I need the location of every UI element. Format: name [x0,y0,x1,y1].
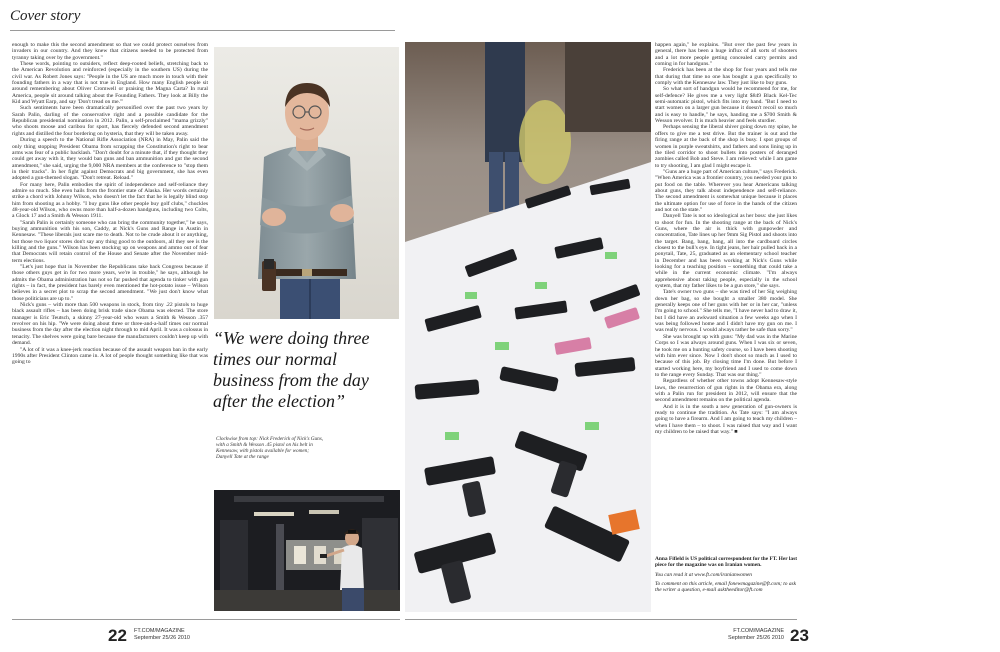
issue-date: September 25/26 2010 [728,634,784,641]
page-number: 22 [108,626,127,645]
article-column-right [655,42,797,634]
article-column-left [12,42,208,616]
range-illustration [214,490,400,611]
paragraph: happen again," he explains. "But over the past few years in general, there has been a huge influx of all sorts of shooters and a lot more people getting concealed carry permits and coming in for handguns." [655,42,797,68]
paragraph: So what sort of handgun would he recommend for me, for self-defence? He gives me a very light $849 Black Kel-Tec semi-automatic pistol, which fits into my hand. "But I need to start women on a larger gun because it doesn't recoil so much and is easy to handle," he says, handing me a $700 Smith & Wesson revolver. It is much heavier and feels sturdier. [655,86,797,125]
footer-divider-left [12,619,400,620]
magazine-name: FT.COM/MAGAZINE [733,628,784,634]
portrait-illustration [214,47,399,319]
paragraph: Perhaps sensing the liberal shiver going down my spine, he offers to give me a test drive. But the trainer is out and the firing range at the back of the shop is busy. I spot groups of women in purple sweatshirts, and fathers and sons lining up in the tiled corridor to shoot bullets into posters of deranged zombies called Bob and Steve. I am relieved: while I am game to try shooting, I am glad I might escape it. [655,124,797,169]
paragraph: "Guns are a huge part of American culture," says Frederick. "When America was a frontier country, you needed your gun to put food on the table. Wherever you hear Americans talking about guns, they talk about independence and self-reliance. The second amendment is somewhat unique because it places the ultimate option for use of force in the hands of the citizen and not on the state." [655,168,797,213]
comment-instructions[interactable]: To comment on this article, email fonewmagazine@ft.com; to ask the writer a question, e-mail asktheeditor@ft.com [655,580,797,594]
paragraph: These words, pointing to outsiders, reflect deep-rooted beliefs, stretching back to the American Revolution and reinforced (especially in the southern US) during the civil war. As Robert Jones says: "People in the US are much more in touch with their founding fathers in a way that is not true in England. How many English people sit around remembering about Oliver Cromwell or praising the Magna Carta? In rural America, people sit around talking about the Founding Fathers. They look at Billy the Kid and Wyatt Earp, and say 'Don't tread on me.'" [12,61,208,106]
shooting-range-photo [214,490,400,611]
author-note: Anna Fifield is US political correspondent for the FT. Her last piece for the magazine was on Iranian women. [655,556,798,569]
footer-divider-right [405,619,797,620]
paragraph: During a speech to the National Rifle Association (NRA) in May, Palin said the only thing stopping President Obama from scrapping the Constitution's right to bear arms was fear of a public backlash. "Don't doubt for a minute that, if they thought they could get away with it, they would ban guns and ban ammunition and gut the second amendment," she said, urging the 9,000 NRA members at the conference to "stop them in their tracks". In her fight against Democrats and big government, she has even adopted a gun-themed slogan. "Don't retreat. Reload." [12,137,208,182]
guns-table-illustration [405,42,651,612]
paragraph: Such sentiments have been dramatically personified over the past two years by Sarah Palin, darling of the conservative right and a possible candidate for the Republican presidential nomination in 2012. Palin, a self-proclaimed "mama grizzly" who shoots moose and caribou for sport, has fiercely defended second amendment rights and distilled the four bordering on hysteria, that they will be taken away. [12,105,208,137]
header-divider [10,30,395,31]
photo-caption: Clockwise from top: Nick Frederick of Nick's Guns, with a Smith & Wesson .45 pistol on his belt in Kennesaw, with pistols available for women; Danyell Tate at the range [216,436,324,460]
magazine-info [134,628,214,641]
paragraph: "A lot of it was a knee-jerk reaction because of the assault weapon ban in the early 1990s after President Clinton came in. A lot of people thought something like that was going to [12,346,208,366]
paragraph: "Let's just hope that in November the Republicans take back Congress because if those others guys get in for two more years, we're in trouble," he says, although he admits the Obama administration has not so far pushed that agenda to tinker with gun rights – in fact, the president has barely even mentioned the hot-potato issue – Wilson believes in a secret plot to scrap the second amendment. "We just don't know what those politicians are up to." [12,264,208,302]
pull-quote: “We were doing three times our normal business from the day after the election” [213,328,370,411]
reading-link[interactable]: You can read it at www.ft.com/iranianwomen [655,571,752,578]
magazine-info [704,628,784,641]
paragraph: "Sarah Palin is certainly someone who can bring the community together," he says, buying ammunition with his son, Caddy, at Nick's Guns and Range in Austin in Kennesaw. "These liberals just scare me to death. Not to be crude about it or anything, but those two liquor stores don't say any thing good to the outdoors, all they see is the killing and the guns." Wilson has been stocking up on weapons and ammo out of fear that Democrats will retain control of the House and Senate after the November mid-term elections. [12,219,208,264]
portrait-photo [214,47,399,319]
paragraph: enough to make this the second amendment so that we could protect ourselves from invaders in our country. And they knew that citizens needed to be protected from tyranny taking over by the government." [12,42,208,61]
paragraph: She was brought up with guns: "My dad was in the Marine Corps so I was always around guns. When I was six or seven, he took me on a hunting safety course, so I have been shooting with him ever since. Now I don't shoot so much as I used to because of this job. By closing time I'm done. But before I started working here, my boyfriend and I used to come down to the range every Sunday. That was our thing." [655,333,797,378]
paragraph: Tate's owner two guns – she was tired of her Sig weighing down her bag, so she bought a smaller 380 model. She generally keeps one of her guns with her or in her car, "unless I'm going to school." She tells me, "I have never had to draw it, but I did have an awkward situation a few weeks ago when I was being followed home and I didn't have my gun on me. I was really nervous. I would always rather be safe than sorry." [655,289,797,334]
paragraph: Regardless of whether other towns adopt Kennesaw-style laws, the resurrection of gun rights in the Obama era, along with a Palin run for president in 2012, will ensure that the second amendment remains on the political agenda. [655,378,797,404]
paragraph: Nick's guns – with more than 500 weapons in stock, from tiny .22 pistols to huge black assault rifles – has been doing brisk trade since Obama was elected. The store manager is Eric Teutsch, a skinny 27-year-old who wears a Smith & Wesson .357 revolver on his hip. "We were doing about three or three-and-a-half times our normal business from the day after the election night through to mid April. It was a colossus in tenacity. The shelves were going bare because the manufacturers couldn't keep up with demand. [12,302,208,347]
section-title: Cover story [10,8,81,24]
paragraph: And it is in the south a new generation of gun-owners is ready to continue the tradition. As Tate says: "I am always going to have a firearm. And I am going to teach my children – when I have them – to shoot. I was raised that way and I want my children to be raised that way." ■ [655,403,797,435]
paragraph: Frederick has been at the shop for four years and tells me that during that time no one has bought a gun specifically to comply with the Kennesaw law. They just like to buy guns. [655,67,797,87]
magazine-name: FT.COM/MAGAZINE [134,628,185,634]
issue-date: September 25/26 2010 [134,634,190,641]
paragraph: Danyell Tate is not so ideological as her boss: she just likes to shoot for fun. In the shooting range at the back of Nick's Guns, where the air is thick with gunpowder and concentration, Tate lines up her 9mm Sig Pistol and shoots into the target. Bang, bang, bang, all into the cardboard circles closest to the bull's eye. In tight jeans, her hair pulled back in a ponytail, Tate, 25, graduated as an elementary school teacher in December and has been working at Nick's Guns while looking for a teaching position – something that could take a while in the current economic climate. "I'm always apprehensive about taking people, especially in the school system, that my father likes to be a gun store," she says. [655,213,797,290]
page-number: 23 [790,626,809,645]
paragraph: For many here, Palin embodies the spirit of independence and self-reliance they admire so much. She even hails from the frontier state of Alaska. Her words certainly strike a chord with Johnny Wilson, who doesn't let the fact that he is legally blind stop him from shooting as a hobby. "I buy guns like other people buy golf clubs," chuckles 48-year-old Wilson, who owns more than half-a-dozen handguns, including two Colts, a Glock 17 and a Smith & Wesson 1911. [12,181,208,220]
author-byline [655,556,797,596]
gun-display-photo [405,42,651,612]
